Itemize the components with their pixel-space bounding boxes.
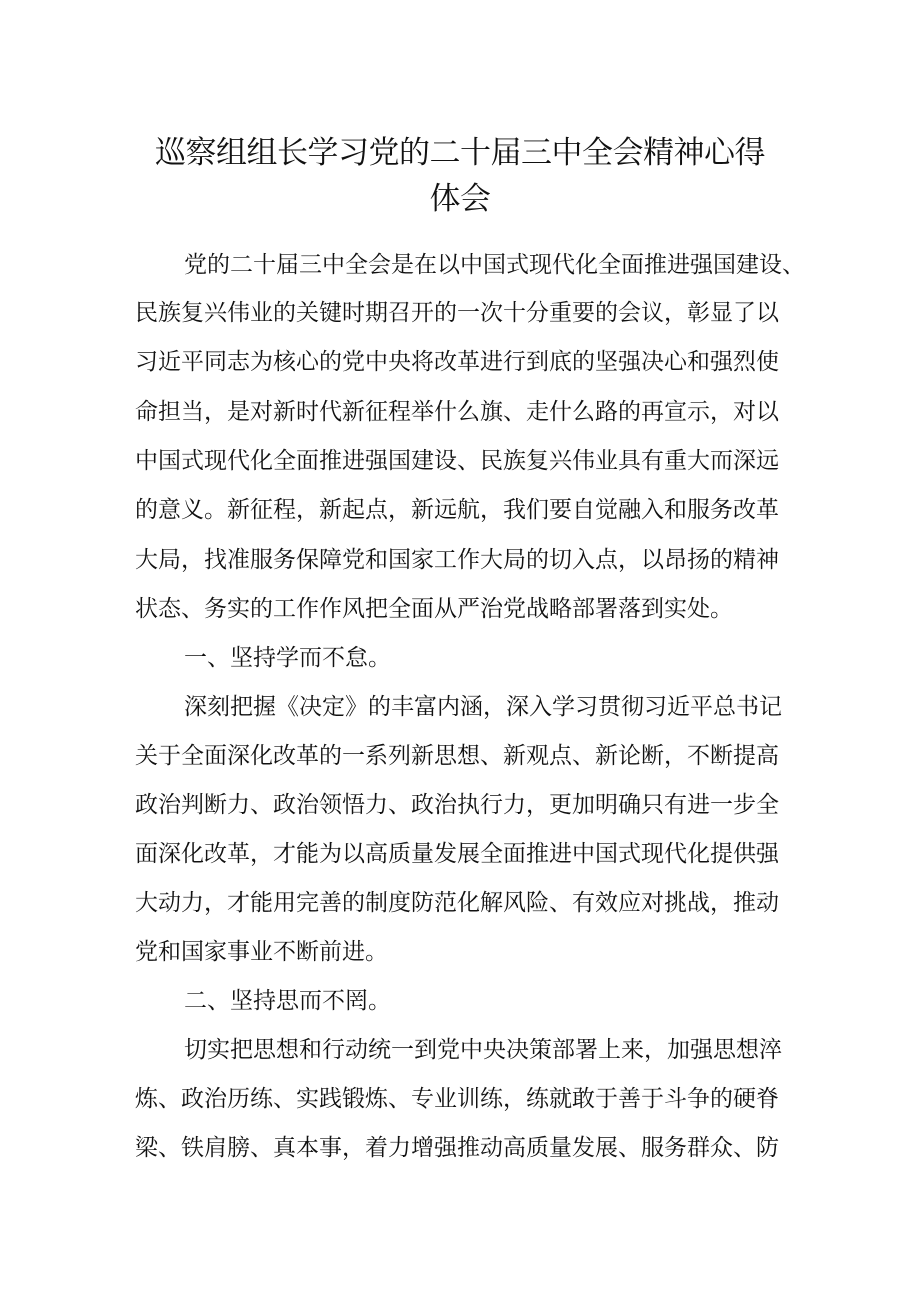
paragraph-1-line-6: 的意义。新征程，新起点，新远航，我们要自觉融入和服务改革 xyxy=(135,497,779,523)
paragraph-1-line-4: 命担当，是对新时代新征程举什么旗、走什么路的再宣示，对以 xyxy=(135,399,779,425)
paragraph-1-line-5: 中国式现代化全面推进强国建设、民族复兴伟业具有重大而深远 xyxy=(135,448,779,474)
paragraph-1-line-1: 党的二十届三中全会是在以中国式现代化全面推进强国建设、 xyxy=(184,252,805,278)
document-title-line-1: 巡察组组长学习党的二十届三中全会精神心得 xyxy=(155,135,765,171)
paragraph-3-line-3: 梁、铁肩膀、真本事，着力增强推动高质量发展、服务群众、防 xyxy=(135,1135,779,1161)
section-heading-1: 一、坚持学而不怠。 xyxy=(184,645,391,671)
paragraph-1-line-7: 大局，找准服务保障党和国家工作大局的切入点，以昂扬的精神 xyxy=(135,547,779,573)
paragraph-2-line-3: 政治判断力、政治领悟力、政治执行力，更加明确只有进一步全 xyxy=(135,792,779,818)
paragraph-1-line-2: 民族复兴伟业的关键时期召开的一次十分重要的会议，彰显了以 xyxy=(135,300,779,326)
document-title-line-2: 体会 xyxy=(429,181,491,217)
paragraph-2-line-5: 大动力，才能用完善的制度防范化解风险、有效应对挑战，推动 xyxy=(135,890,779,916)
paragraph-2-line-2: 关于全面深化改革的一系列新思想、新观点、新论断，不断提高 xyxy=(135,743,779,769)
paragraph-1-line-3: 习近平同志为核心的党中央将改革进行到底的坚强决心和强烈使 xyxy=(135,349,779,375)
paragraph-2-line-1: 深刻把握《决定》的丰富内涵，深入学习贯彻习近平总书记 xyxy=(184,694,782,720)
paragraph-3-line-1: 切实把思想和行动统一到党中央决策部署上来，加强思想淬 xyxy=(184,1037,782,1063)
paragraph-1-line-8: 状态、务实的工作作风把全面从严治党战略部署落到实处。 xyxy=(135,596,733,622)
paragraph-3-line-2: 炼、政治历练、实践锻炼、专业训练，练就敢于善于斗争的硬脊 xyxy=(135,1086,779,1112)
paragraph-2-line-4: 面深化改革，才能为以高质量发展全面推进中国式现代化提供强 xyxy=(135,841,779,867)
section-heading-2: 二、坚持思而不罔。 xyxy=(184,988,391,1014)
paragraph-2-line-6: 党和国家事业不断前进。 xyxy=(135,939,388,965)
